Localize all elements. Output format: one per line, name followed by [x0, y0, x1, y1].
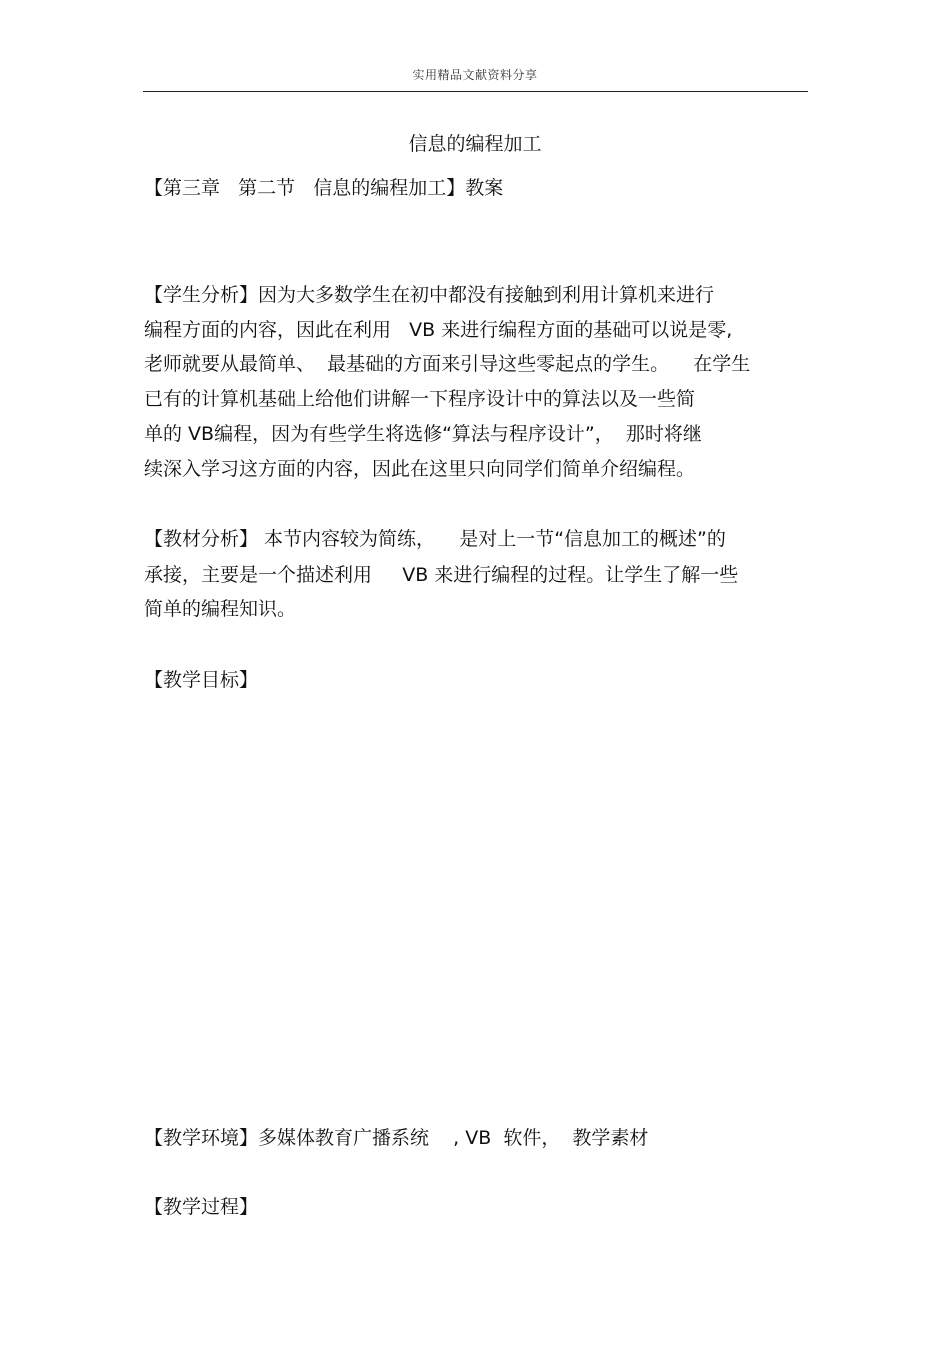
paragraph-line: 单的 VB编程，因为有些学生将选修“算法与程序设计”， 那时将继 — [144, 423, 702, 445]
teaching-environment-line: 【教学环境】多媒体教育广播系统 , VB 软件， 教学素材 — [144, 1127, 649, 1149]
header-divider — [143, 91, 808, 92]
paragraph-line: 已有的计算机基础上给他们讲解一下程序设计中的算法以及一些简 — [144, 388, 696, 410]
paragraph-line: 简单的编程知识。 — [144, 598, 297, 620]
page-header: 实用精品文献资料分享 — [412, 68, 538, 82]
teaching-process-heading: 【教学过程】 — [144, 1196, 259, 1218]
paragraph-line: 编程方面的内容，因此在利用 VB 来进行编程方面的基础可以说是零, — [144, 319, 733, 341]
paragraph-line: 【教材分析】 本节内容较为简练， 是对上一节“信息加工的概述”的 — [144, 528, 726, 550]
teaching-goals-heading: 【教学目标】 — [144, 669, 259, 691]
paragraph-line: 续深入学习这方面的内容，因此在这里只向同学们简单介绍编程。 — [144, 458, 696, 480]
document-title: 信息的编程加工 — [408, 133, 542, 155]
paragraph-line: 老师就要从最简单、 最基础的方面来引导这些零起点的学生。 在学生 — [144, 353, 751, 375]
paragraph-line: 【学生分析】因为大多数学生在初中都没有接触到利用计算机来进行 — [144, 284, 715, 306]
paragraph-line: 承接，主要是一个描述利用 VB 来进行编程的过程。让学生了解一些 — [144, 564, 739, 586]
lesson-subtitle: 【第三章 第二节 信息的编程加工】教案 — [144, 177, 504, 199]
